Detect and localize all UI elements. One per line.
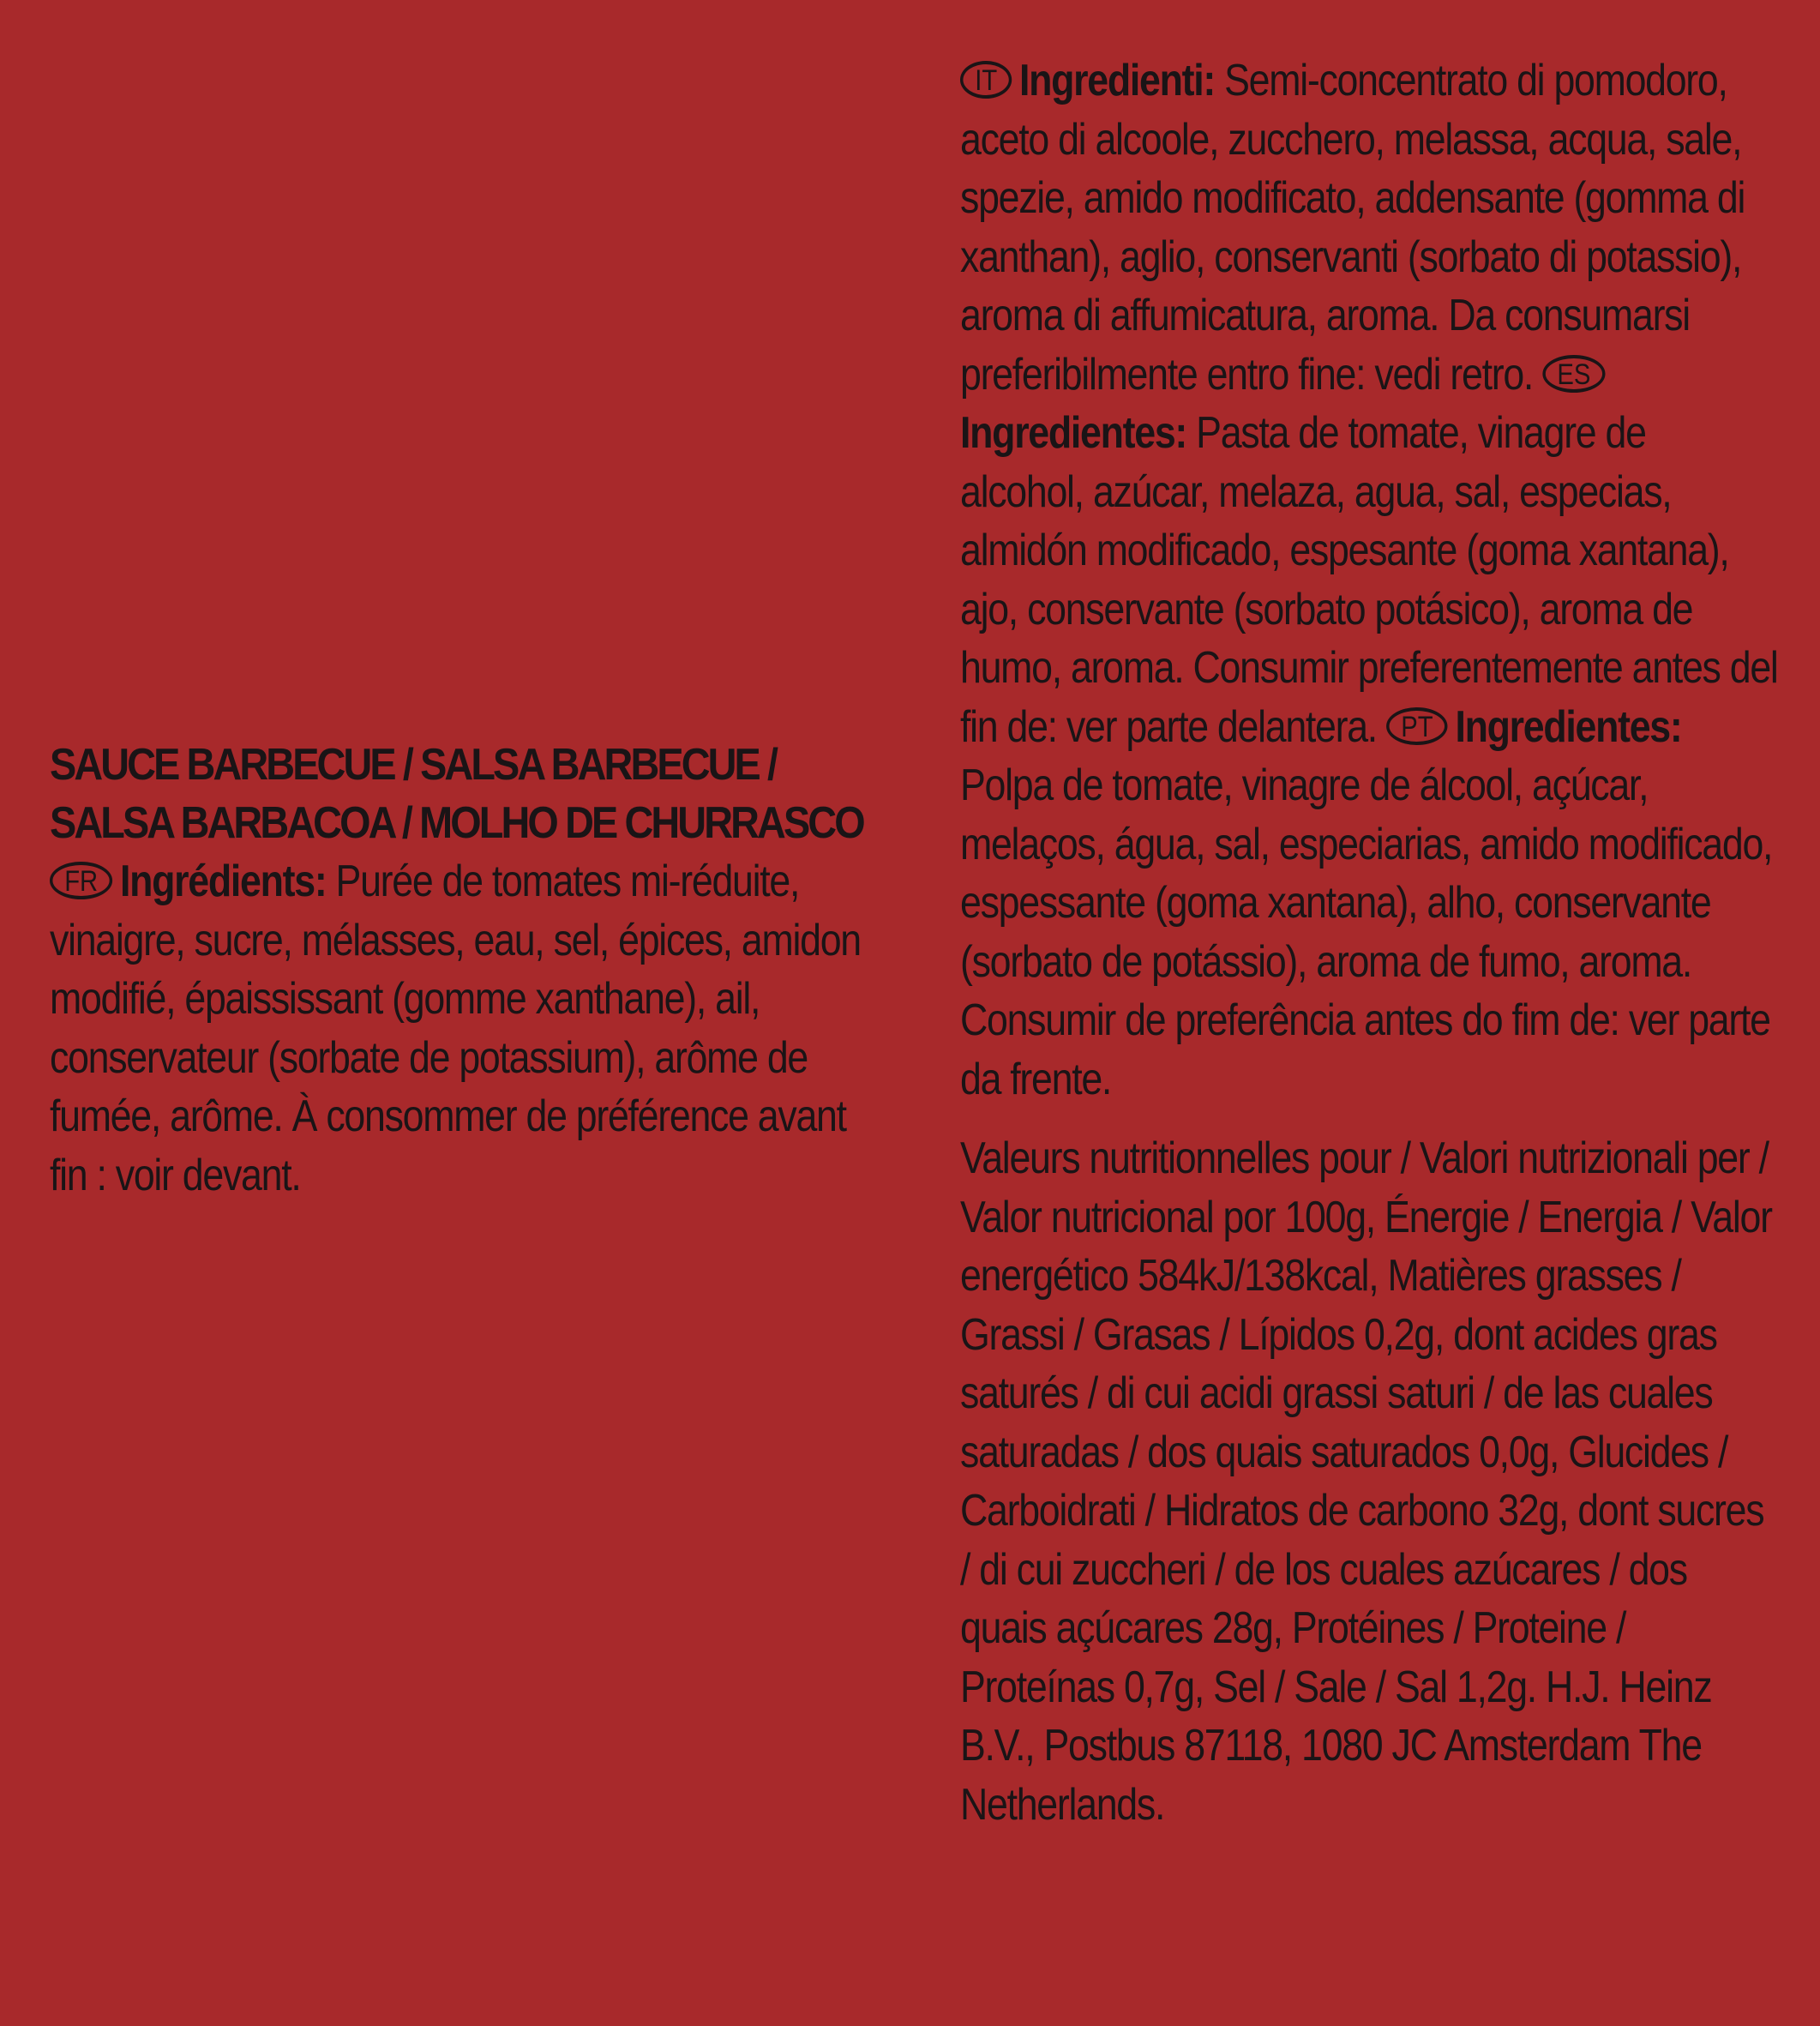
ingredients-label-pt: Ingredientes: <box>1455 701 1682 752</box>
ingredients-text-pt: Polpa de tomate, vinagre de álcool, açúcar, melaços, água, sal, especiarias, amido modificado, espessante (goma xantana), alho, conservante (sorbato de potássio), aroma de fumo, aroma. Consumir de preferência antes do fim de: ver parte da frente. <box>960 761 1773 1104</box>
ingredients-text-fr: Purée de tomates mi-réduite, vinaigre, sucre, mélasses, eau, sel, épices, amidon modifié, épaississant (gomme xanthane), ail, conservateur (sorbate de potassium), arôme de fumée, arôme. À consommer de préférence avant fin : voir devant. <box>50 857 861 1200</box>
nutrition-info: Valeurs nutritionnelles pour / Valori nutrizionali per / Valor nutricional por 100g, Énergie / Energia / Valor energético 584kJ/138kcal, Matières grasses / Grassi / Grasas / Lípidos 0,2g, dont acides gras saturés / di cui acidi grassi saturi / de las cuales saturadas / dos quais saturados 0,0g, Glucides / Carboidrati / Hidratos de carbono 32g, dont sucres / di cui zuccheri / de los cuales azúcares / dos quais açúcares 28g, Protéines / Proteine / Proteínas 0,7g, Sel / Sale / Sal 1,2g. H.J. Heinz B.V., Postbus 87118, 1080 JC Amsterdam The Netherlands. <box>960 1133 1772 1830</box>
language-badge-fr: FR <box>50 862 112 899</box>
language-badge-es: ES <box>1542 355 1605 393</box>
ingredients-it-es-pt <box>960 51 1779 1109</box>
right-column <box>960 51 1783 1834</box>
ingredients-text-es: Pasta de tomate, vinagre de alcohol, azúcar, melaza, agua, sal, especias, almidón modificado, espesante (goma xantana), ajo, conservante (sorbato potásico), aroma de humo, aroma. Consumir preferentemente antes del fin de: ver parte delantera. <box>960 408 1778 752</box>
ingredients-label-fr: Ingrédients: <box>119 857 327 906</box>
ingredients-label-es: Ingredientes: <box>960 408 1187 458</box>
left-column <box>50 736 890 1205</box>
ingredients-label-it: Ingredienti: <box>1018 56 1215 105</box>
language-badge-it: IT <box>960 61 1012 99</box>
language-badge-pt: PT <box>1386 707 1448 745</box>
ingredients-fr <box>50 852 883 1205</box>
ingredients-text-it: Semi-concentrato di pomodoro, aceto di alcoole, zucchero, melassa, acqua, sale, spezie, amido modificato, addensante (gomma di xanthan), aglio, conservanti (sorbato di potassio), aroma di affumicatura, aroma. Da consumarsi preferibilmente entro fine: vedi retro. <box>960 56 1745 400</box>
product-title: SAUCE BARBECUE / SALSA BARBECUE / SALSA BARBACOA / MOLHO DE CHURRASCO <box>50 740 863 848</box>
